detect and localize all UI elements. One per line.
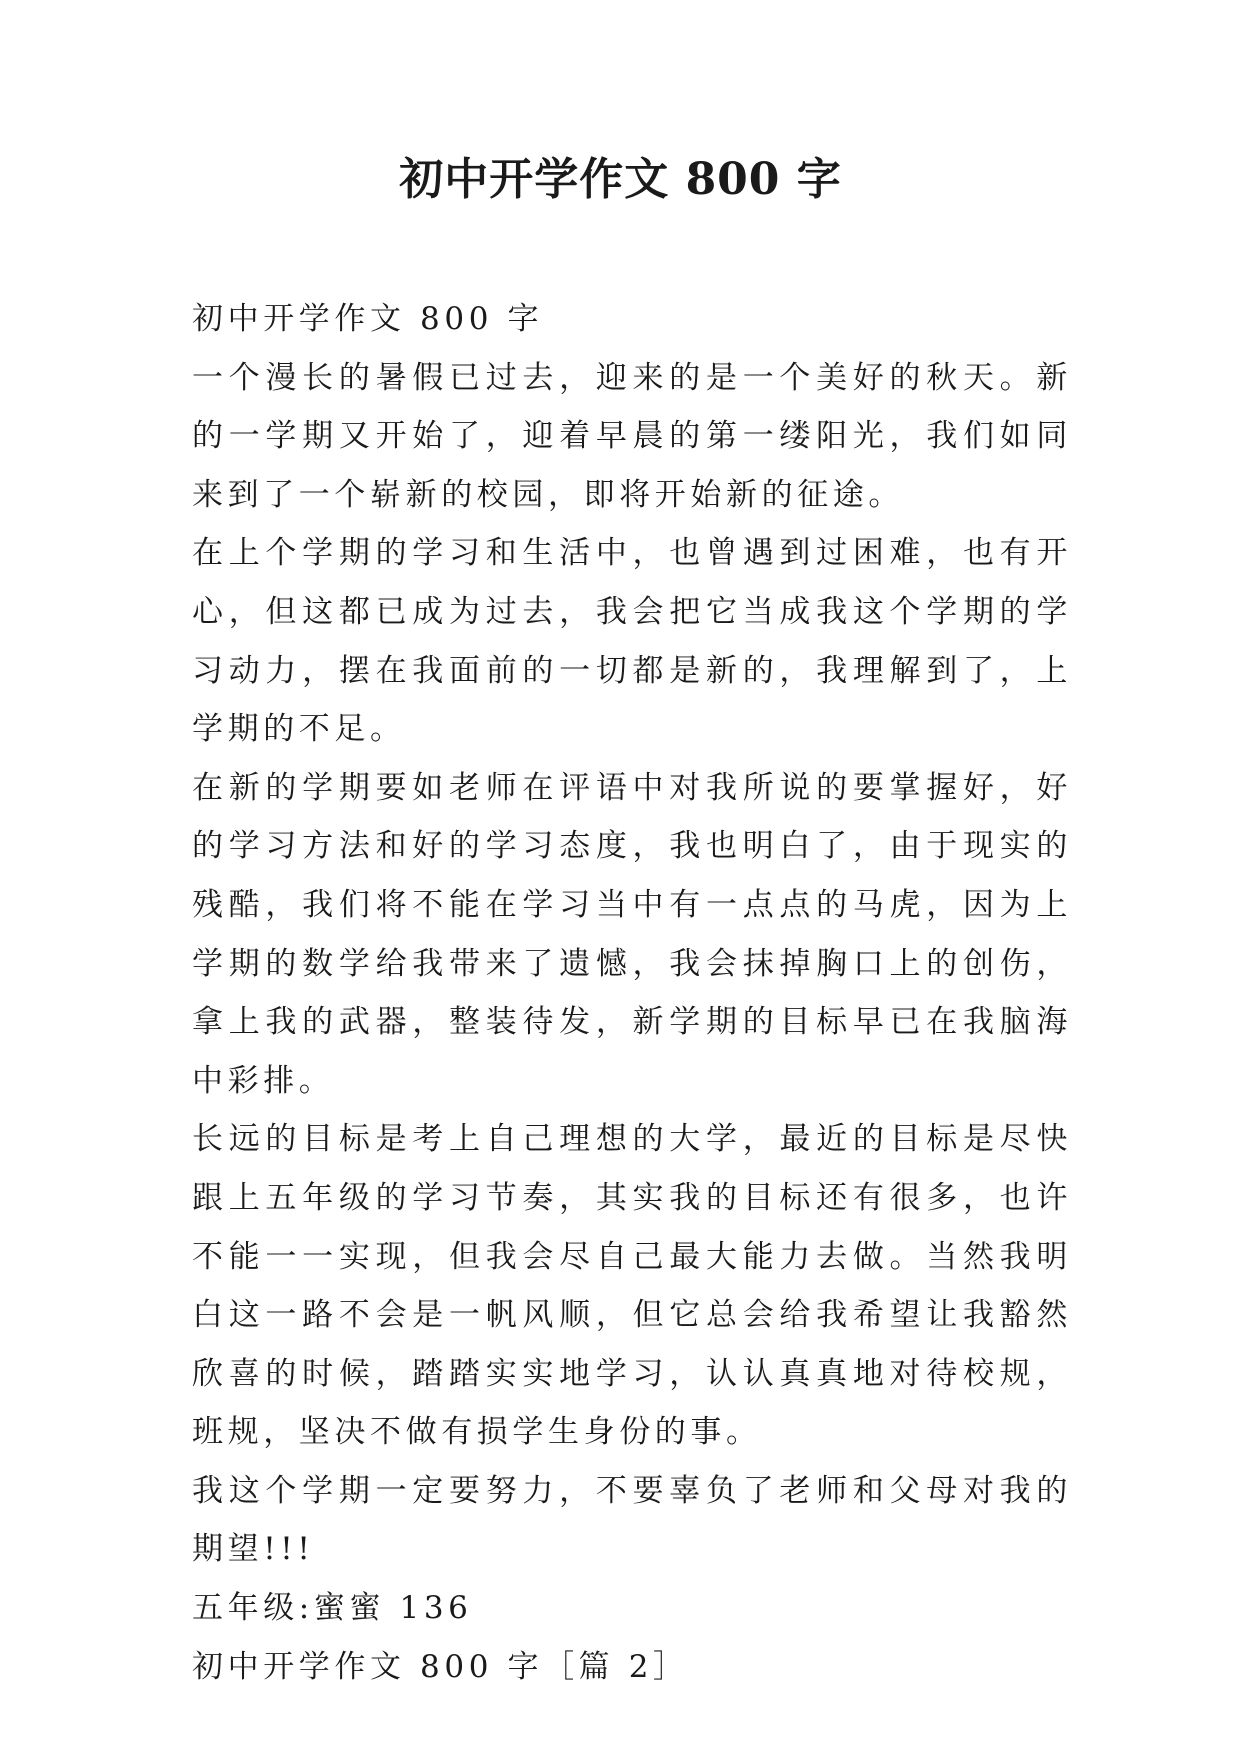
paragraph-signature: 五年级:蜜蜜 136 [192, 1590, 473, 1627]
paragraph-2: 在上个学期的学习和生活中，也曾遇到过困难，也有开心，但这都已成为过去，我会把它当成我这个学期的学习动力，摆在我面前的一切都是新的，我理解到了，上学期的不足。 [192, 535, 1072, 748]
paragraph-subtitle: 初中开学作文 800 字 [192, 301, 544, 337]
paragraph-4: 长远的目标是考上自己理想的大学，最近的目标是尽快跟上五年级的学习节奏，其实我的目标还有很多，也许不能一一实现，但我会尽自己最大能力去做。当然我明白这一路不会是一帆风顺，但它总会给我希望让我豁然欣喜的时候，踏踏实实地学习，认认真真地对待校规，班规，坚决不做有损学生身份的事。 [192, 1121, 1072, 1451]
paragraph-5: 我这个学期一定要努力，不要辜负了老师和父母对我的期望!!! [192, 1472, 1072, 1568]
document-title: 初中开学作文 800 字 [399, 154, 842, 205]
paragraph-next-heading: 初中开学作文 800 字［篇 2］ [192, 1648, 689, 1685]
paragraph-3: 在新的学期要如老师在评语中对我所说的要掌握好，好的学习方法和好的学习态度，我也明白了，由于现实的残酷，我们将不能在学习当中有一点点的马虎，因为上学期的数学给我带来了遗憾，我会抹掉胸口上的创伤，拿上我的武器，整装待发，新学期的目标早已在我脑海中彩排。 [192, 769, 1072, 1099]
paragraph-1: 一个漫长的暑假已过去，迎来的是一个美好的秋天。新的一学期又开始了，迎着早晨的第一缕阳光，我们如同来到了一个崭新的校园，即将开始新的征途。 [192, 359, 1072, 513]
document-body [192, 290, 1072, 1696]
